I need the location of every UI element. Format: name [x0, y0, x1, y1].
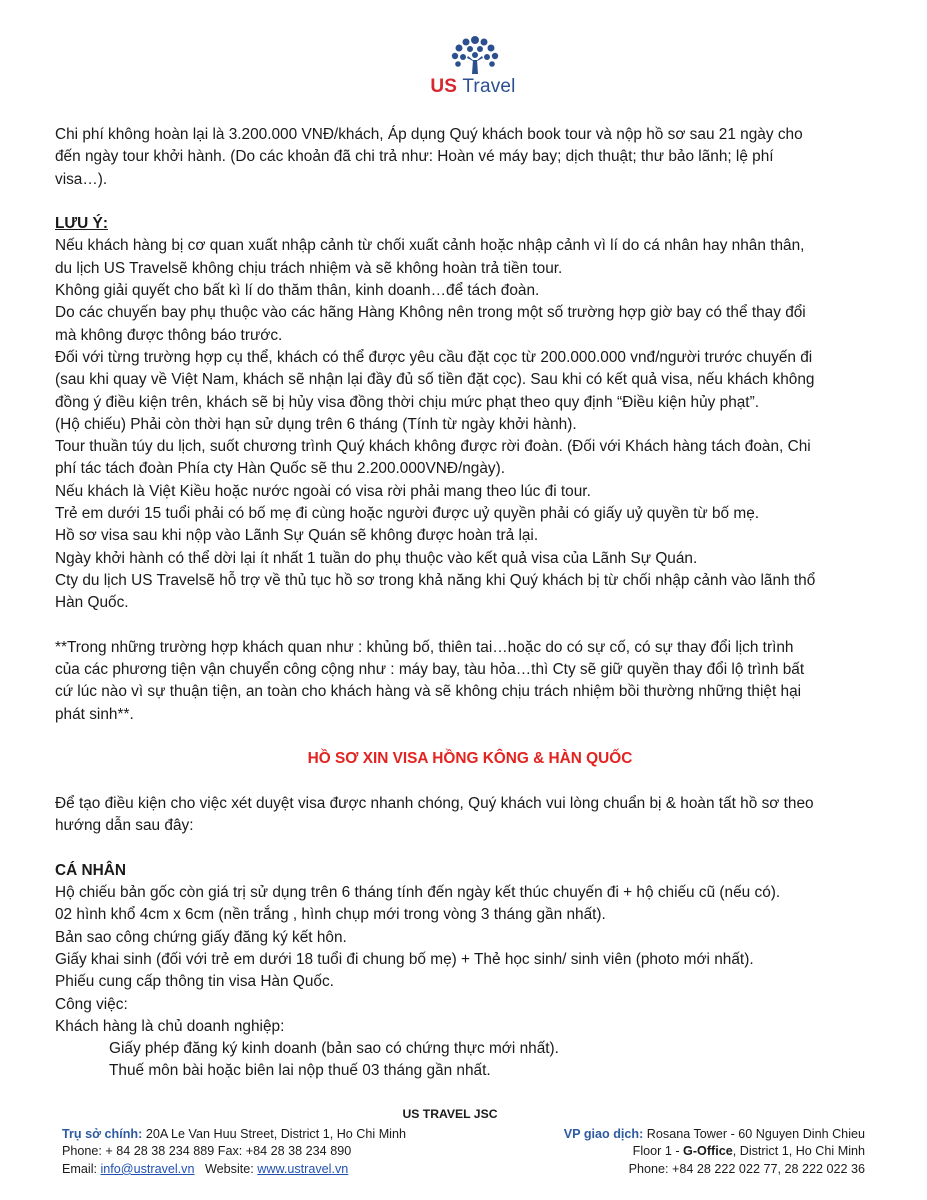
website-label: Website: [194, 1161, 258, 1176]
intro-line: Chi phí không hoàn lại là 3.200.000 VNĐ/khách, Áp dụng Quý khách book tour và nộp hồ sơ sau 21 ngày cho [55, 126, 803, 143]
personal-item: Phiếu cung cấp thông tin visa Hàn Quốc. [55, 973, 334, 991]
intro-line: visa…). [55, 170, 108, 188]
note-line: mà không được thông báo trước. [55, 326, 283, 344]
personal-item: Bản sao công chứng giấy đăng ký kết hôn. [55, 928, 347, 946]
visa-heading: HỒ SƠ XIN VISA HỒNG KÔNG & HÀN QUỐC [307, 750, 633, 768]
personal-item: Hộ chiếu bản gốc còn giá trị sử dụng trên 6 tháng tính đến ngày kết thúc chuyến đi + hộ chiếu cũ (nếu có). [55, 884, 781, 902]
note-line: Tour thuần túy du lịch, suốt chương trình Quý khách không được rời đoàn. (Đối với Khách hàng tách đoàn, Chi [55, 438, 811, 456]
note-line: Không giải quyết cho bất kì lí do thăm thân, kinh doanh…để tách đoàn. [55, 282, 540, 300]
business-item: Giấy phép đăng ký kinh doanh (bản sao có chứng thực mới nhất). [109, 1040, 559, 1058]
note-heading: LƯU Ý: [55, 215, 108, 233]
disclaimer-line: của các phương tiện vận chuyển công cộng như : máy bay, tàu hỏa…thì Cty sẽ giữ quyền thay đổi lộ trình bất [55, 661, 805, 679]
footer-office [564, 1126, 865, 1178]
hq-phone-fax: Phone: + 84 28 38 234 889 Fax: +84 28 38 234 890 [62, 1144, 352, 1159]
personal-heading: CÁ NHÂN [55, 861, 126, 879]
note-line: Trẻ em dưới 15 tuổi phải có bố mẹ đi cùng hoặc người được uỷ quyền phải có giấy uỷ quyền từ bố mẹ. [55, 505, 760, 523]
note-line: Nếu khách hàng bị cơ quan xuất nhập cảnh từ chối xuất cảnh hoặc nhập cảnh vì lí do cá nhân hay nhân thân, [55, 237, 805, 255]
office-floor-post: , District 1, Ho Chi Minh [732, 1144, 865, 1159]
disclaimer-line: **Trong những trường hợp khách quan như : khủng bố, thiên tai…hoặc do có sự cố, có sự thay đổi lịch trình [55, 638, 794, 656]
brand-us: US [430, 76, 458, 97]
intro-line: đến ngày tour khởi hành. (Do các khoản đã chi trả như: Hoàn vé máy bay; dịch thuật; thư bảo lãnh; lệ phí [55, 148, 774, 166]
personal-item: 02 hình khổ 4cm x 6cm (nền trắng , hình chụp mới trong vòng 3 tháng gần nhất). [55, 906, 606, 924]
office-label: VP giao dịch: [563, 1127, 644, 1141]
note-line: Nếu khách là Việt Kiều hoặc nước ngoài có visa rời phải mang theo lúc đi tour. [55, 482, 591, 500]
note-line: Hàn Quốc. [55, 594, 129, 612]
website-link[interactable]: www.ustravel.vn [257, 1161, 349, 1176]
note-line: Cty du lịch US Travelsẽ hỗ trợ về thủ tục hồ sơ trong khả năng khi Quý khách bị từ chối nhập cảnh vào lãnh thổ [55, 571, 816, 589]
note-line: (Hộ chiếu) Phải còn thời hạn sử dụng trên 6 tháng (Tính từ ngày khởi hành). [55, 415, 577, 433]
business-item: Thuế môn bài hoặc biên lai nộp thuế 03 tháng gần nhất. [109, 1062, 491, 1080]
note-line: Đối với từng trường hợp cụ thể, khách có thể được yêu cầu đặt cọc từ 200.000.000 vnđ/người trước chuyến đi [55, 348, 813, 366]
document-body [55, 124, 885, 1083]
disclaimer-line: phát sinh**. [55, 705, 134, 723]
office-phone: Phone: +84 28 222 022 77, 28 222 022 36 [628, 1161, 865, 1176]
note-line: Ngày khởi hành có thể dời lại ít nhất 1 tuần do phụ thuộc vào kết quả visa của Lãnh Sự Quán. [55, 549, 698, 567]
email-link[interactable]: info@ustravel.vn [100, 1161, 195, 1176]
note-line: (sau khi quay về Việt Nam, khách sẽ nhận lại đầy đủ số tiền đặt cọc). Sau khi có kết quả visa, nếu khách không [55, 371, 815, 389]
disclaimer-line: cứ lúc nào vì sự thuận tiện, an toàn cho khách hàng và sẽ không chịu trách nhiệm bồi thường những thiệt hại [55, 683, 802, 701]
personal-item: Giấy khai sinh (đối với trẻ em dưới 18 tuổi đi chung bố mẹ) + Thẻ học sinh/ sinh viên (photo mới nhất). [55, 950, 754, 968]
hq-address: 20A Le Van Huu Street, District 1, Ho Chi Minh [142, 1127, 406, 1141]
email-label: Email: [62, 1161, 101, 1176]
brand-wordmark [418, 76, 528, 98]
personal-item: Khách hàng là chủ doanh nghiệp: [55, 1017, 285, 1035]
note-line: phí tác tách đoàn Phía cty Hàn Quốc sẽ thu 2.200.000VNĐ/ngày). [55, 460, 506, 478]
personal-item: Công việc: [55, 995, 128, 1013]
note-line: du lịch US Travelsẽ không chịu trách nhiệm và sẽ không hoàn trả tiền tour. [55, 259, 563, 277]
footer-company: US TRAVEL JSC [402, 1107, 498, 1121]
note-line: đồng ý điều kiện trên, khách sẽ bị hủy visa đồng thời chịu mức phạt theo quy định “Điều kiện hủy phạt”. [55, 393, 759, 411]
office-floor-pre: Floor 1 - [632, 1144, 684, 1159]
note-line: Hồ sơ visa sau khi nộp vào Lãnh Sự Quán sẽ không được hoàn trả lại. [55, 527, 539, 545]
note-line: Do các chuyến bay phụ thuộc vào các hãng Hàng Không nên trong một số trường hợp giờ bay có thể thay đổi [55, 304, 806, 322]
visa-intro-line: hướng dẫn sau đây: [55, 817, 194, 835]
footer-head-office [62, 1126, 406, 1178]
brand-travel: Travel [462, 76, 516, 97]
visa-intro-line: Để tạo điều kiện cho việc xét duyệt visa được nhanh chóng, Quý khách vui lòng chuẩn bị & hoàn tất hồ sơ theo [55, 794, 814, 812]
hq-label: Trụ sở chính: [62, 1127, 143, 1141]
office-address: Rosana Tower - 60 Nguyen Dinh Chieu [643, 1127, 865, 1141]
office-floor-bold: G-Office [683, 1144, 733, 1159]
